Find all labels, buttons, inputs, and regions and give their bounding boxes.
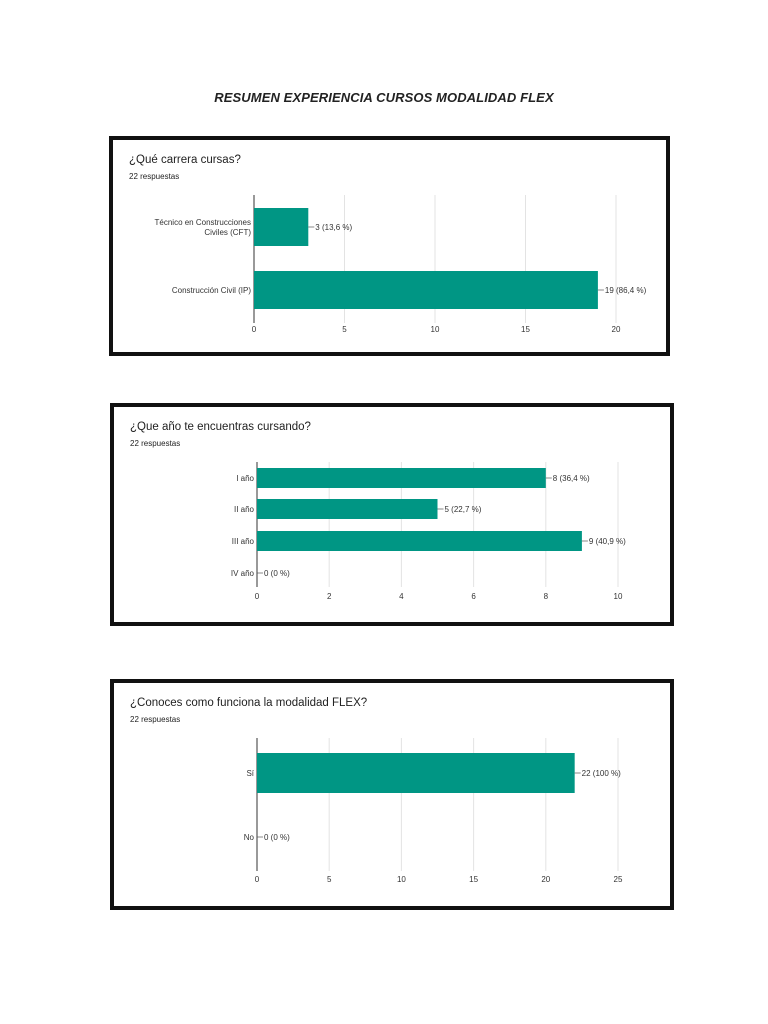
x-tick-label: 20 bbox=[541, 875, 551, 884]
document-title: RESUMEN EXPERIENCIA CURSOS MODALIDAD FLEX bbox=[214, 90, 554, 105]
x-tick-label: 10 bbox=[430, 325, 440, 334]
x-tick-label: 20 bbox=[611, 325, 621, 334]
chart-response-count: 22 respuestas bbox=[130, 715, 181, 724]
chart-title: ¿Que año te encuentras cursando? bbox=[130, 421, 311, 433]
data-label: 5 (22,7 %) bbox=[444, 505, 482, 514]
chart-panel-carrera bbox=[109, 136, 670, 356]
category-label: IV año bbox=[230, 569, 254, 578]
x-tick-label: 5 bbox=[326, 875, 332, 884]
bar bbox=[257, 499, 438, 519]
bar-chart-flex bbox=[114, 683, 678, 914]
category-label: I año bbox=[236, 474, 254, 483]
chart-panel-ano bbox=[110, 403, 674, 626]
chart-response-count: 22 respuestas bbox=[129, 172, 180, 181]
x-tick-label: 15 bbox=[521, 325, 530, 334]
bar bbox=[257, 531, 582, 551]
x-tick-label: 2 bbox=[326, 592, 332, 601]
category-label: III año bbox=[231, 537, 254, 546]
x-tick-label: 0 bbox=[254, 875, 260, 884]
data-label: 9 (40,9 %) bbox=[588, 537, 626, 546]
x-tick-label: 6 bbox=[471, 592, 476, 601]
category-label: Civiles (CFT) bbox=[204, 228, 251, 237]
x-tick-label: 15 bbox=[469, 875, 479, 884]
bar bbox=[257, 753, 575, 793]
data-label: 3 (13,6 %) bbox=[315, 223, 353, 232]
x-tick-label: 10 bbox=[396, 875, 406, 884]
category-label: No bbox=[243, 833, 254, 842]
category-label: II año bbox=[233, 505, 254, 514]
bar-chart-carrera bbox=[113, 140, 674, 360]
chart-title: ¿Conoces como funciona la modalidad FLEX? bbox=[130, 697, 368, 709]
x-tick-label: 8 bbox=[543, 592, 549, 601]
chart-panel-flex bbox=[110, 679, 674, 910]
bar bbox=[254, 208, 308, 246]
x-tick-label: 4 bbox=[399, 592, 404, 601]
x-tick-label: 10 bbox=[613, 592, 623, 601]
data-label: 0 (0 %) bbox=[264, 569, 290, 578]
x-tick-label: 5 bbox=[342, 325, 347, 334]
category-label: Construcción Civil (IP) bbox=[171, 286, 251, 295]
chart-title: ¿Qué carrera cursas? bbox=[129, 154, 241, 166]
data-label: 0 (0 %) bbox=[264, 833, 290, 842]
bar-chart-ano bbox=[114, 407, 678, 630]
data-label: 22 (100 %) bbox=[581, 769, 621, 778]
category-label: Técnico en Construcciones bbox=[154, 218, 251, 227]
x-tick-label: 0 bbox=[254, 592, 260, 601]
data-label: 8 (36,4 %) bbox=[552, 474, 590, 483]
category-label: Sí bbox=[246, 769, 254, 778]
chart-response-count: 22 respuestas bbox=[130, 439, 181, 448]
data-label: 19 (86,4 %) bbox=[604, 286, 647, 295]
bar bbox=[257, 468, 546, 488]
x-tick-label: 0 bbox=[251, 325, 257, 334]
x-tick-label: 25 bbox=[613, 875, 623, 884]
bar bbox=[254, 271, 598, 309]
